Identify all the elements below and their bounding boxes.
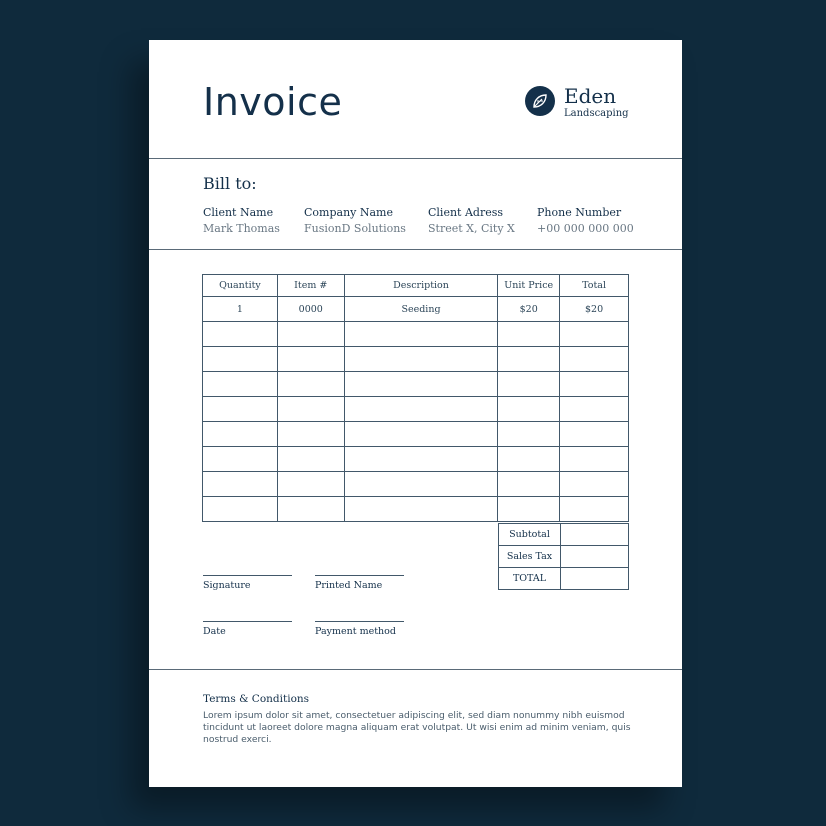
printed-name-line[interactable] bbox=[315, 575, 404, 576]
client-name-label: Client Name bbox=[203, 206, 274, 219]
phone-number-block bbox=[537, 206, 634, 235]
terms-heading: Terms & Conditions bbox=[203, 693, 310, 705]
cell-total[interactable]: $20 bbox=[560, 297, 629, 322]
cell-total[interactable] bbox=[560, 372, 629, 397]
cell-quantity[interactable] bbox=[203, 422, 278, 447]
cell-total[interactable] bbox=[560, 422, 629, 447]
cell-quantity[interactable] bbox=[203, 397, 278, 422]
client-address-label: Client Adress bbox=[428, 206, 504, 219]
header-quantity: Quantity bbox=[203, 275, 278, 297]
totals-table bbox=[498, 523, 629, 590]
signature-line[interactable] bbox=[203, 575, 292, 576]
sales-tax-value[interactable] bbox=[561, 546, 629, 568]
date-line[interactable] bbox=[203, 621, 292, 622]
phone-number-label: Phone Number bbox=[537, 206, 622, 219]
leaf-icon bbox=[525, 86, 555, 116]
date-label: Date bbox=[203, 626, 226, 637]
cell-description[interactable] bbox=[344, 447, 498, 472]
subtotal-value[interactable] bbox=[561, 524, 629, 546]
cell-total[interactable] bbox=[560, 347, 629, 372]
table-row bbox=[203, 347, 629, 372]
company-name-block bbox=[304, 206, 406, 235]
phone-number-value: +00 000 000 000 bbox=[537, 222, 634, 235]
table-row bbox=[203, 397, 629, 422]
total-value[interactable] bbox=[561, 568, 629, 590]
table-row bbox=[203, 497, 629, 522]
brand-tagline: Landscaping bbox=[564, 108, 629, 119]
sales-tax-label: Sales Tax bbox=[499, 546, 561, 568]
printed-name-label: Printed Name bbox=[315, 580, 383, 591]
cell-quantity[interactable] bbox=[203, 472, 278, 497]
cell-total[interactable] bbox=[560, 447, 629, 472]
sales-tax-row bbox=[499, 546, 629, 568]
cell-unit-price[interactable] bbox=[498, 497, 560, 522]
company-name-label: Company Name bbox=[304, 206, 393, 219]
cell-item-number[interactable] bbox=[277, 347, 344, 372]
header-total: Total bbox=[560, 275, 629, 297]
cell-item-number[interactable] bbox=[277, 322, 344, 347]
cell-description[interactable] bbox=[344, 372, 498, 397]
client-name-value: Mark Thomas bbox=[203, 222, 280, 235]
table-row bbox=[203, 447, 629, 472]
billto-divider bbox=[149, 249, 682, 250]
cell-description[interactable] bbox=[344, 472, 498, 497]
subtotal-row bbox=[499, 524, 629, 546]
cell-unit-price[interactable] bbox=[498, 322, 560, 347]
cell-unit-price[interactable] bbox=[498, 372, 560, 397]
subtotal-label: Subtotal bbox=[499, 524, 561, 546]
cell-description[interactable]: Seeding bbox=[344, 297, 498, 322]
table-row bbox=[203, 297, 629, 322]
total-row bbox=[499, 568, 629, 590]
cell-quantity[interactable]: 1 bbox=[203, 297, 278, 322]
brand-logo bbox=[525, 84, 685, 124]
signature-label: Signature bbox=[203, 580, 251, 591]
client-address-value: Street X, City X bbox=[428, 222, 515, 235]
cell-item-number[interactable] bbox=[277, 397, 344, 422]
terms-divider bbox=[149, 669, 682, 670]
items-header-row bbox=[203, 275, 629, 297]
cell-unit-price[interactable] bbox=[498, 447, 560, 472]
brand-name: Eden bbox=[564, 84, 617, 108]
payment-method-label: Payment method bbox=[315, 626, 396, 637]
company-name-value: FusionD Solutions bbox=[304, 222, 406, 235]
cell-quantity[interactable] bbox=[203, 322, 278, 347]
cell-total[interactable] bbox=[560, 397, 629, 422]
client-name-block bbox=[203, 206, 280, 235]
total-label: TOTAL bbox=[499, 568, 561, 590]
invoice-page bbox=[149, 40, 682, 787]
cell-unit-price[interactable] bbox=[498, 472, 560, 497]
cell-unit-price[interactable] bbox=[498, 397, 560, 422]
cell-description[interactable] bbox=[344, 347, 498, 372]
invoice-title: Invoice bbox=[203, 80, 343, 124]
cell-item-number[interactable] bbox=[277, 497, 344, 522]
bill-to-heading: Bill to: bbox=[203, 174, 257, 193]
header-description: Description bbox=[344, 275, 498, 297]
table-row bbox=[203, 372, 629, 397]
table-row bbox=[203, 472, 629, 497]
cell-quantity[interactable] bbox=[203, 497, 278, 522]
payment-method-line[interactable] bbox=[315, 621, 404, 622]
cell-item-number[interactable] bbox=[277, 372, 344, 397]
cell-total[interactable] bbox=[560, 472, 629, 497]
cell-quantity[interactable] bbox=[203, 347, 278, 372]
cell-total[interactable] bbox=[560, 497, 629, 522]
cell-item-number[interactable] bbox=[277, 422, 344, 447]
table-row bbox=[203, 422, 629, 447]
cell-description[interactable] bbox=[344, 397, 498, 422]
items-body bbox=[203, 297, 629, 522]
cell-description[interactable] bbox=[344, 422, 498, 447]
cell-total[interactable] bbox=[560, 322, 629, 347]
cell-description[interactable] bbox=[344, 322, 498, 347]
cell-unit-price[interactable]: $20 bbox=[498, 297, 560, 322]
terms-text: Lorem ipsum dolor sit amet, consectetuer adipiscing elit, sed diam nonummy nibh euismod tincidunt ut laoreet dolore magna aliquam erat volutpat. Ut wisi enim ad minim veniam, quis nostrud exerci. bbox=[203, 710, 631, 745]
cell-unit-price[interactable] bbox=[498, 422, 560, 447]
header-divider bbox=[149, 158, 682, 159]
table-row bbox=[203, 322, 629, 347]
header-item-number: Item # bbox=[277, 275, 344, 297]
cell-item-number[interactable] bbox=[277, 447, 344, 472]
cell-description[interactable] bbox=[344, 497, 498, 522]
cell-quantity[interactable] bbox=[203, 447, 278, 472]
cell-unit-price[interactable] bbox=[498, 347, 560, 372]
header-unit-price: Unit Price bbox=[498, 275, 560, 297]
client-address-block bbox=[428, 206, 515, 235]
cell-quantity[interactable] bbox=[203, 372, 278, 397]
cell-item-number[interactable] bbox=[277, 472, 344, 497]
cell-item-number[interactable]: 0000 bbox=[277, 297, 344, 322]
items-table bbox=[202, 274, 629, 522]
